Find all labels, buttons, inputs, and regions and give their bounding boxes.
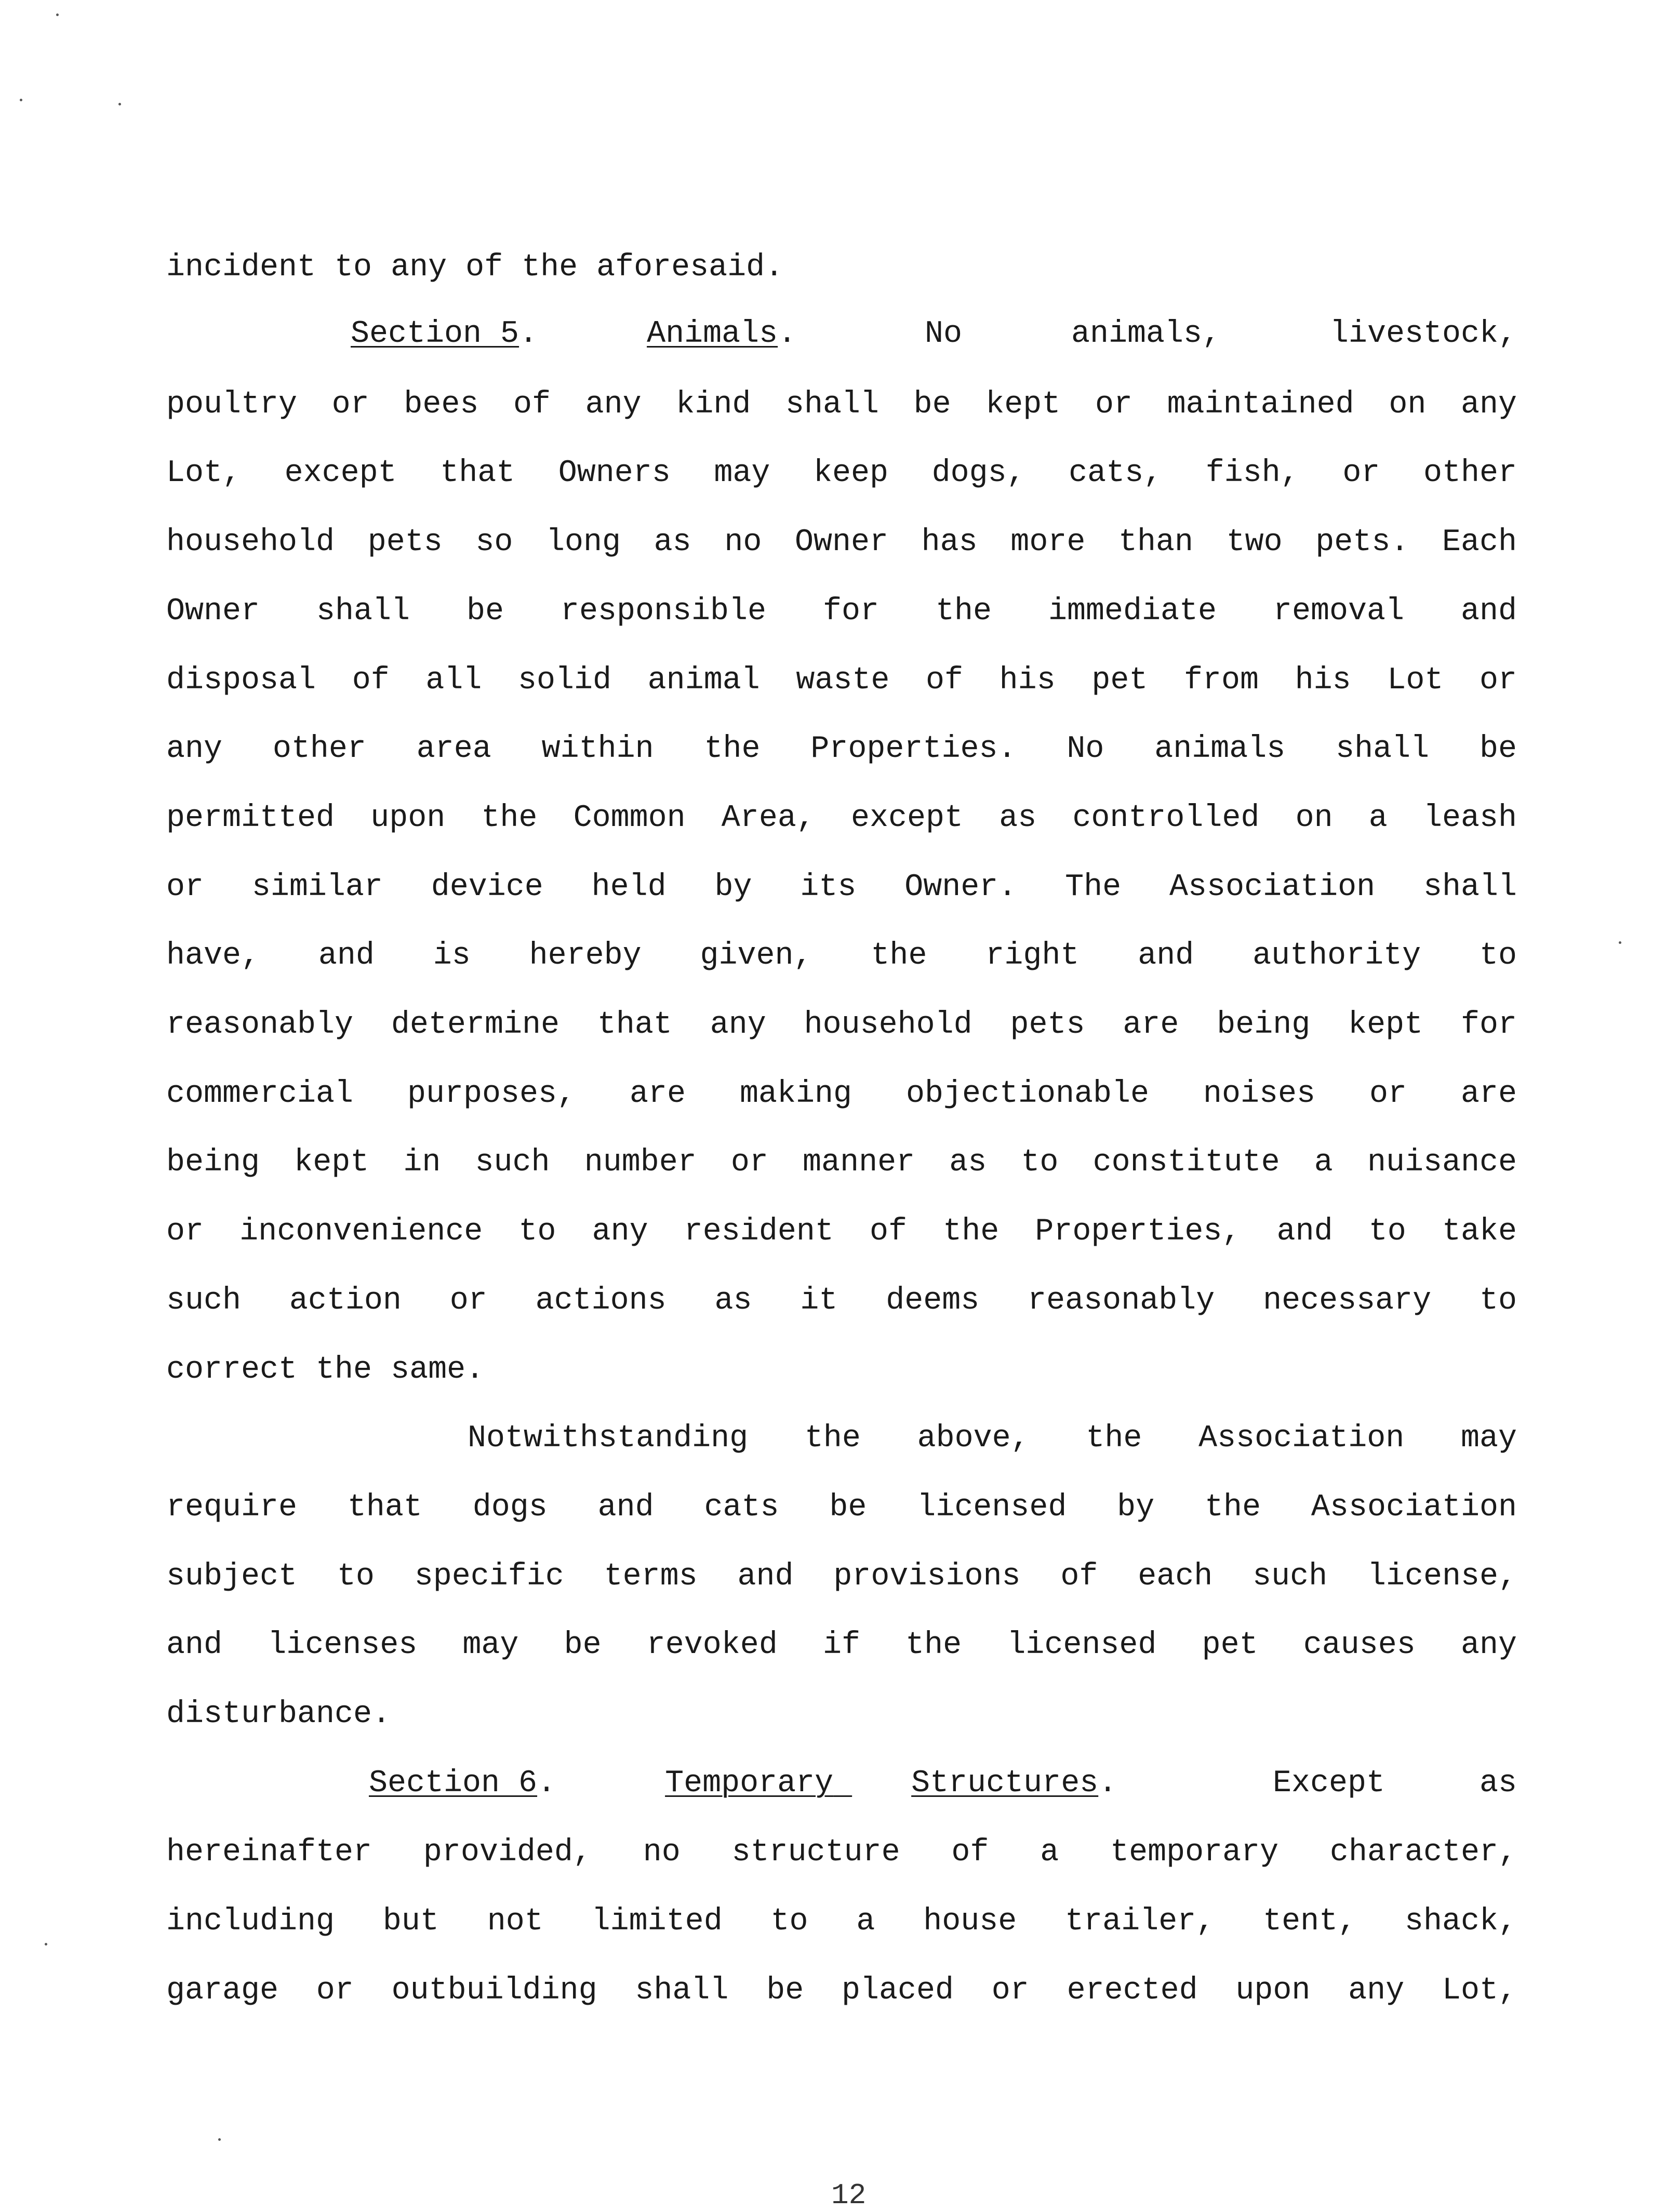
text-line-6: Owner shall be responsible for the immediate removal and <box>166 594 1517 629</box>
text-line-16: such action or actions as it deems reasonably necessary to <box>166 1283 1517 1318</box>
text-line-17: correct the same. <box>166 1352 485 1388</box>
text-line-25: including but not limited to a house trailer, tent, shack, <box>166 1904 1517 1939</box>
text-line-11: have, and is hereby given, the right and authority to <box>166 938 1517 974</box>
text-line-5: household pets so long as no Owner has more than two pets. Each <box>166 525 1517 560</box>
section-6-opening-text <box>1273 1763 1517 1804</box>
scan-speck <box>20 99 22 101</box>
scan-speck <box>45 1943 47 1946</box>
text-line-10: or similar device held by its Owner. The Association shall <box>166 870 1517 905</box>
section-6-text-part-1: Except <box>1273 1766 1385 1801</box>
section-6-title-part-1: Temporary <box>665 1766 834 1801</box>
text-line-24: hereinafter provided, no structure of a temporary character, <box>166 1835 1517 1870</box>
section-6-number: Section 6 <box>369 1766 538 1801</box>
text-line-8: any other area within the Properties. No animals shall be <box>166 731 1517 767</box>
text-line-20: subject to specific terms and provisions of each such license, <box>166 1559 1517 1594</box>
section-6-text-part-2: as <box>1479 1766 1517 1801</box>
section-6-heading-line: Section 6. Temporary Structures. <box>369 1766 1117 1801</box>
page-number: 12 <box>831 2179 867 2212</box>
text-line-22: disturbance. <box>166 1697 391 1732</box>
text-line-7: disposal of all solid animal waste of his pet from his Lot or <box>166 663 1517 698</box>
section-6-title-part-2: Structures <box>911 1766 1099 1801</box>
text-line-3: poultry or bees of any kind shall be kept or maintained on any <box>166 387 1517 422</box>
section-5-number: Section 5 <box>351 316 519 352</box>
text-line-26: garage or outbuilding shall be placed or erected upon any Lot, <box>166 1973 1517 2008</box>
scan-speck <box>218 2138 221 2141</box>
text-line-9: permitted upon the Common Area, except as controlled on a leash <box>166 801 1517 836</box>
scan-speck <box>56 14 59 16</box>
text-line-18: Notwithstanding the above, the Association may <box>468 1421 1517 1456</box>
text-line-12: reasonably determine that any household pets are being kept for <box>166 1007 1517 1043</box>
scan-speck <box>118 103 121 105</box>
scan-speck <box>1619 941 1621 944</box>
section-5-heading-line: Section 5. Animals. <box>351 316 797 352</box>
text-line-13: commercial purposes, are making objectionable noises or are <box>166 1076 1517 1112</box>
section-5-opening-text: No animals, livestock, <box>925 316 1517 352</box>
text-line-4: Lot, except that Owners may keep dogs, cats, fish, or other <box>166 456 1517 491</box>
text-line-15: or inconvenience to any resident of the Properties, and to take <box>166 1214 1517 1249</box>
text-line-1: incident to any of the aforesaid. <box>166 250 784 285</box>
text-line-19: require that dogs and cats be licensed by the Association <box>166 1490 1517 1525</box>
text-line-21: and licenses may be revoked if the licensed pet causes any <box>166 1628 1517 1663</box>
section-5-title: Animals <box>647 316 778 352</box>
text-line-14: being kept in such number or manner as to constitute a nuisance <box>166 1145 1517 1180</box>
